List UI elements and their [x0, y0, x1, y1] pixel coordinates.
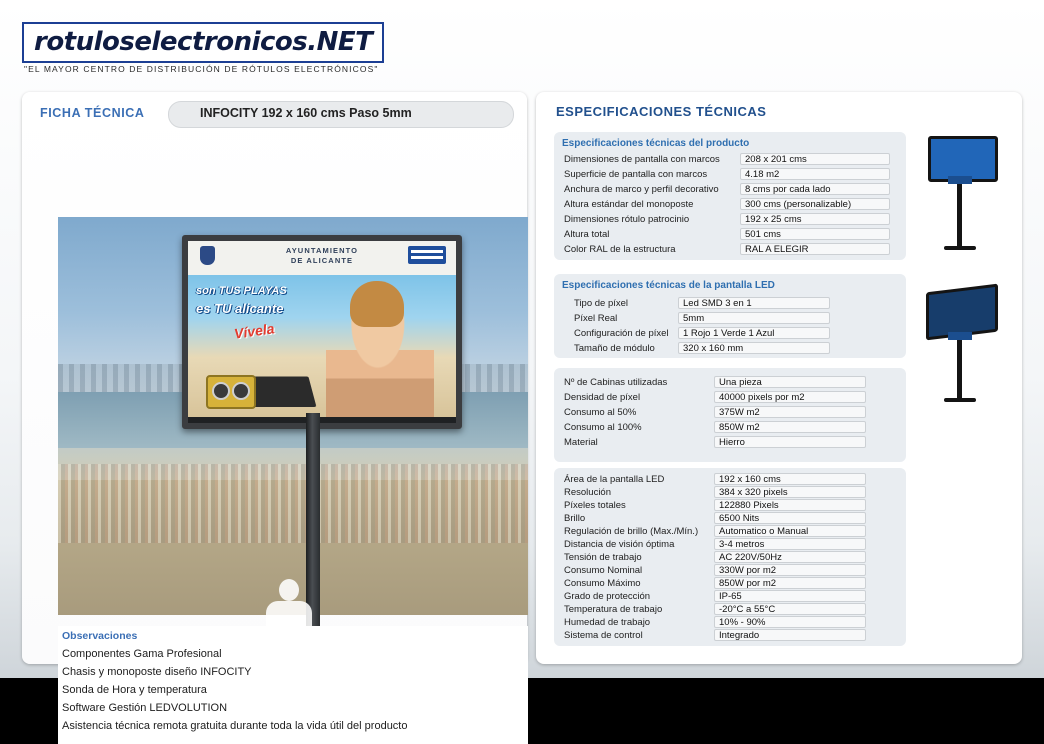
row-label: Regulación de brillo (Max./Mín.) — [564, 526, 699, 537]
billboard-radio — [206, 375, 256, 409]
row-value: 6500 Nits — [714, 512, 866, 524]
row-value: 1 Rojo 1 Verde 1 Azul — [678, 327, 830, 339]
ficha-tecnica-label: FICHA TÉCNICA — [40, 106, 145, 120]
especificaciones-title: ESPECIFICACIONES TÉCNICAS — [556, 104, 767, 119]
row-label: Material — [564, 437, 598, 448]
row-value: RAL A ELEGIR — [740, 243, 890, 255]
ficha-tecnica-panel — [22, 92, 527, 732]
observaciones-block — [58, 626, 528, 744]
ad-line-3: Vívela — [233, 320, 276, 342]
product-illustration-angled — [918, 288, 1002, 408]
row-value: 192 x 25 cms — [740, 213, 890, 225]
row-label: Configuración de píxel — [574, 328, 669, 339]
sponsor-line-2: DE ALICANTE — [290, 256, 354, 265]
row-label: Tipo de píxel — [574, 298, 629, 309]
illustration-base — [944, 398, 976, 402]
row-value: 850W por m2 — [714, 577, 866, 589]
especificaciones-panel — [536, 92, 1022, 664]
billboard-sponsor-text — [188, 246, 456, 266]
row-value: Integrado — [714, 629, 866, 641]
row-label: Grado de protección — [564, 591, 651, 602]
silhouette-head — [279, 579, 299, 601]
row-value: 300 cms (personalizable) — [740, 198, 890, 210]
row-label: Consumo Nominal — [564, 565, 643, 576]
row-value: 850W m2 — [714, 421, 866, 433]
row-value: 330W por m2 — [714, 564, 866, 576]
billboard-person-hair — [350, 281, 404, 327]
observaciones-line: Software Gestión LEDVOLUTION — [62, 702, 228, 714]
observaciones-line: Sonda de Hora y temperatura — [62, 684, 207, 696]
row-value: 4.18 m2 — [740, 168, 890, 180]
row-label: Humedad de trabajo — [564, 617, 651, 628]
row-label: Densidad de píxel — [564, 392, 641, 403]
brand-logo — [22, 22, 384, 63]
row-label: Consumo al 50% — [564, 407, 637, 418]
row-label: Sistema de control — [564, 630, 643, 641]
ad-line-1: son TUS PLAYAS — [196, 285, 287, 297]
row-label: Color RAL de la estructura — [564, 244, 676, 255]
billboard-screen-content — [188, 275, 456, 417]
row-label: Consumo al 100% — [564, 422, 642, 433]
row-value: 8 cms por cada lado — [740, 183, 890, 195]
row-label: Resolución — [564, 487, 611, 498]
row-label: Dimensiones de pantalla con marcos — [564, 154, 720, 165]
row-label: Consumo Máximo — [564, 578, 641, 589]
row-label: Tensión de trabajo — [564, 552, 642, 563]
observaciones-line: Chasis y monoposte diseño INFOCITY — [62, 666, 252, 678]
row-value: Automatico o Manual — [714, 525, 866, 537]
observaciones-title: Observaciones — [62, 630, 138, 642]
row-label: Brillo — [564, 513, 586, 524]
row-value: Led SMD 3 en 1 — [678, 297, 830, 309]
row-value: 320 x 160 mm — [678, 342, 830, 354]
row-label: Altura total — [564, 229, 610, 240]
row-label: Anchura de marco y perfil decorativo — [564, 184, 719, 195]
row-label: Tamaño de módulo — [574, 343, 655, 354]
row-value: 208 x 201 cms — [740, 153, 890, 165]
row-label: Nº de Cabinas utilizadas — [564, 377, 668, 388]
row-value: Hierro — [714, 436, 866, 448]
row-label: Altura estándar del monoposte — [564, 199, 694, 210]
row-value: 384 x 320 pixels — [714, 486, 866, 498]
row-label: Píxeles totales — [564, 500, 626, 511]
product-illustration-front — [918, 136, 1002, 256]
row-value: 501 cms — [740, 228, 890, 240]
row-value: 122880 Pixels — [714, 499, 866, 511]
row-value: 3-4 metros — [714, 538, 866, 550]
ad-line-2: es TU alicante — [196, 301, 284, 316]
photo-beach-crowd — [58, 464, 528, 544]
row-label: Píxel Real — [574, 313, 618, 324]
illustration-brace — [948, 332, 972, 340]
illustration-base — [944, 246, 976, 250]
brand-tagline: "EL MAYOR CENTRO DE DISTRIBUCIÓN DE RÓTULOS ELECTRÓNICOS" — [24, 64, 379, 74]
model-name: INFOCITY 192 x 160 cms Paso 5mm — [200, 106, 412, 120]
product-photo — [58, 217, 528, 615]
row-label: Distancia de visión óptima — [564, 539, 675, 550]
sponsor-line-1: AYUNTAMIENTO — [285, 246, 359, 255]
row-value: IP-65 — [714, 590, 866, 602]
billboard-sponsor-bar — [188, 241, 456, 277]
row-label: Superficie de pantalla con marcos — [564, 169, 708, 180]
section-pantalla-led-title: Especificaciones técnicas de la pantalla LED — [562, 280, 775, 291]
observaciones-line: Asistencia técnica remota gratuita durante toda la vida útil del producto — [62, 720, 408, 732]
row-value: 5mm — [678, 312, 830, 324]
row-value: AC 220V/50Hz — [714, 551, 866, 563]
page-header — [0, 0, 1044, 84]
row-label: Dimensiones rótulo patrocinio — [564, 214, 690, 225]
observaciones-line: Componentes Gama Profesional — [62, 648, 222, 660]
section-producto — [554, 132, 906, 260]
row-value: -20°C a 55°C — [714, 603, 866, 615]
illustration-pole — [957, 184, 962, 246]
row-label: Temperatura de trabajo — [564, 604, 663, 615]
led-billboard — [182, 235, 462, 429]
row-label: Área de la pantalla LED — [564, 474, 665, 485]
row-value: 375W m2 — [714, 406, 866, 418]
row-value: Una pieza — [714, 376, 866, 388]
illustration-pole — [957, 340, 962, 398]
section-producto-title: Especificaciones técnicas del producto — [562, 138, 750, 149]
row-value: 10% - 90% — [714, 616, 866, 628]
row-value: 40000 pixels por m2 — [714, 391, 866, 403]
billboard-bottom-edge — [188, 417, 456, 423]
row-value: 192 x 160 cms — [714, 473, 866, 485]
brand-name: rotuloselectronicos.NET — [34, 27, 373, 57]
illustration-brace — [948, 176, 972, 184]
